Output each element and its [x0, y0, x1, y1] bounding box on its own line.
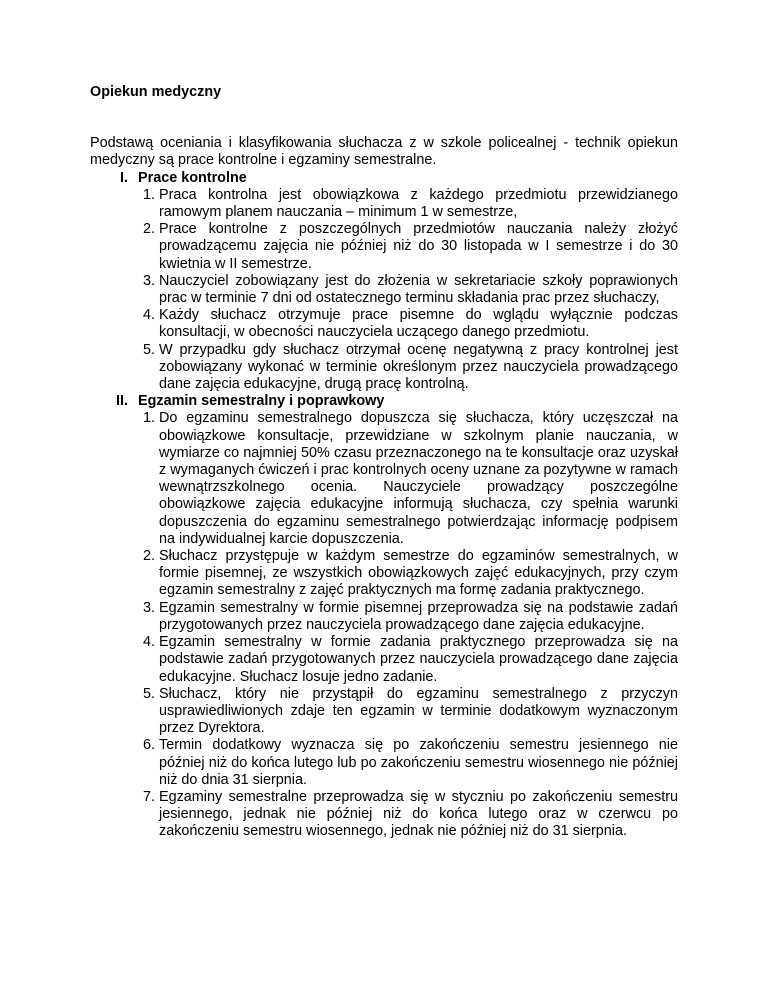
list-item [90, 410, 678, 548]
item-text: Egzaminy semestralne przeprowadza się w styczniu po zakończeniu semestru jesiennego, jednak nie później niż do końca lutego oraz w czerwcu po zakończeniu semestru wiosennego, jednak nie później niż do 31 sierpnia. [159, 788, 678, 840]
section-title: Egzamin semestralny i poprawkowy [138, 393, 385, 410]
item-text: W przypadku gdy słuchacz otrzymał ocenę negatywną z pracy kontrolnej jest zobowiązany wykonać w terminie określonym przez nauczyciela prowadzącego dane zajęcia edukacyjne, drugą pracę kontrolną. [159, 341, 678, 393]
item-number: 6. [142, 737, 155, 754]
item-text: Do egzaminu semestralnego dopuszcza się słuchacza, który uczęszczał na obowiązkowe konsultacje, przewidziane w szkolnym planie nauczania, w wymiarze co najmniej 50% czasu przeznaczonego na te konsultacje oraz uzyskał z wymaganych ćwiczeń i prac kontrolnych oceny uznane za pozytywne w ramach wewnątrzszkolnego ocenia. Nauczyciele prowadzący poszczególne obowiązkowe zajęcia edukacyjne informują słuchacza, czy spełnia warunki dopuszczenia do egzaminu semestralnego potwierdzając informację podpisem na indywidualnej karcie dopuszczenia. [159, 410, 678, 547]
section-title: Prace kontrolne [138, 169, 247, 186]
section-heading [90, 393, 678, 410]
item-text: Egzamin semestralny w formie zadania praktycznego przeprowadza się na podstawie zadań przygotowanych przez nauczyciela prowadzącego dane zajęcia edukacyjne. Słuchacz losuje jedno zadanie. [159, 634, 678, 685]
document-page [90, 84, 678, 841]
section-numeral: I. [120, 169, 128, 186]
document-title: Opiekun medyczny [90, 84, 222, 100]
item-text: Słuchacz przystępuje w każdym semestrze do egzaminów semestralnych, w formie pisemnej, ze wszystkich obowiązkowych zajęć edukacyjnych, przy czym egzamin semestralny z zajęć praktycznych ma formę zadania praktycznego. [159, 548, 678, 599]
item-text: Egzamin semestralny w formie pisemnej przeprowadza się na podstawie zadań przygotowanych przez nauczyciela prowadzącego dane zajęcia edukacyjne. [159, 599, 678, 633]
item-number: 1. [142, 186, 155, 203]
item-text: Prace kontrolne z poszczególnych przedmiotów nauczania należy złożyć prowadzącemu zajęcia nie później niż do 30 listopada w I semestrze i do 30 kwietnia w II semestrze. [159, 221, 678, 272]
list-item [90, 634, 678, 686]
section-list [90, 187, 678, 393]
list-item [90, 686, 678, 738]
section-egzamin-semestralny [90, 393, 678, 840]
item-number: 4. [142, 307, 155, 324]
list-item [90, 221, 678, 273]
list-item [90, 548, 678, 600]
list-item [90, 273, 678, 307]
item-text: Praca kontrolna jest obowiązkowa z każdego przedmiotu przewidzianego ramowym planem nauczania – minimum 1 w semestrze, [159, 186, 678, 221]
list-item [90, 789, 678, 841]
intro-paragraph: Podstawą oceniania i klasyfikowania słuchacza z w szkole policealnej - technik opiekun medyczny są prace kontrolne i egzaminy semestralne. [90, 135, 678, 169]
section-heading [90, 170, 678, 187]
section-numeral: II. [116, 393, 128, 410]
section-list [90, 410, 678, 840]
item-text: Każdy słuchacz otrzymuje prace pisemne do wglądu wyłącznie podczas konsultacji, w obecności nauczyciela uczącego danego przedmiotu. [159, 307, 678, 341]
item-number: 3. [142, 272, 155, 289]
list-item [90, 307, 678, 341]
item-number: 5. [142, 341, 155, 358]
item-number: 2. [142, 548, 155, 565]
list-item [90, 187, 678, 221]
list-item [90, 737, 678, 789]
section-prace-kontrolne [90, 170, 678, 394]
item-number: 2. [142, 221, 155, 238]
item-text: Nauczyciel zobowiązany jest do złożenia w sekretariacie szkoły poprawionych prac w terminie 7 dni od ostatecznego terminu składania prac przez słuchaczy, [159, 272, 678, 307]
item-number: 3. [142, 599, 155, 616]
item-number: 1. [142, 410, 155, 427]
item-text: Termin dodatkowy wyznacza się po zakończeniu semestru jesiennego nie później niż do końca lutego lub po zakończeniu semestru wiosennego nie później niż do dnia 31 sierpnia. [159, 737, 678, 788]
list-item [90, 600, 678, 634]
item-number: 5. [142, 685, 155, 702]
item-number: 7. [142, 788, 155, 805]
list-item [90, 342, 678, 394]
item-text: Słuchacz, który nie przystąpił do egzaminu semestralnego z przyczyn usprawiedliwionych zdaje ten egzamin w terminie dodatkowym wyznaczonym przez Dyrektora. [159, 685, 678, 737]
item-number: 4. [142, 634, 155, 651]
